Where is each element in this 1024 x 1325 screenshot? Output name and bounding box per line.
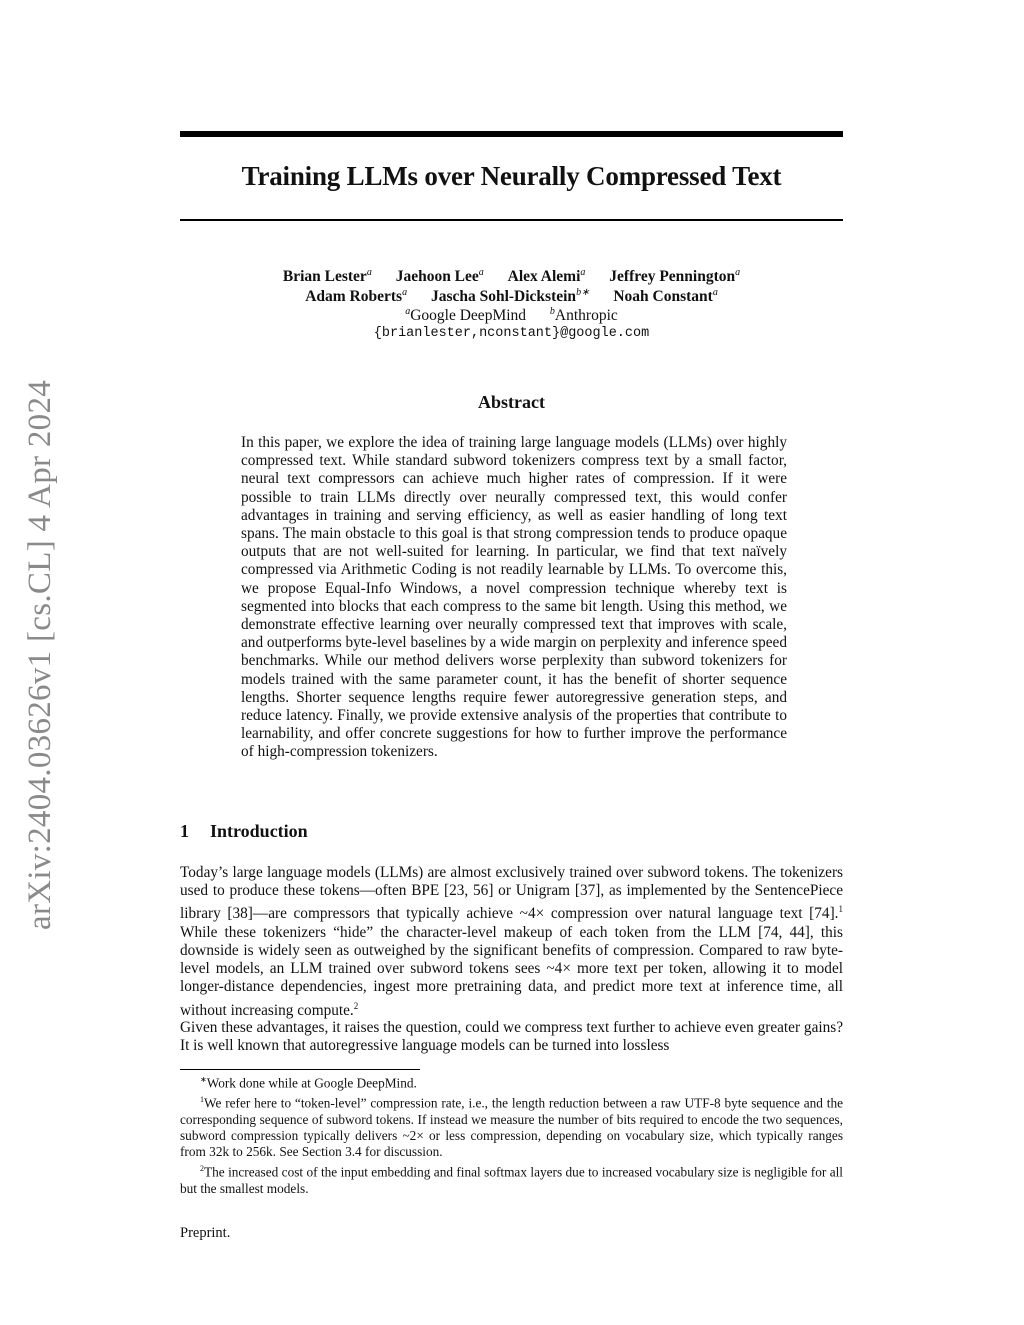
author: Jaehoon Lee$^a$ (395, 267, 484, 286)
footnote: $^1$We refer here to “token-level” compression rate, i.e., the length reduction between a raw UTF-8 byte sequence and the corresponding sequence of subword tokens. If instead we measure the number of bits required to encode the two sequences, subword compression typically delivers ~2× or less compression, depending on vocabulary size, which typically ranges from 32k to 256k. See Section 3.4 for discussion. (180, 1094, 843, 1160)
affiliations (180, 306, 843, 325)
arxiv-side-label: arXiv:2404.03626v1 [cs.CL] 4 Apr 2024 (22, 379, 58, 930)
authors-row-2 (180, 287, 843, 306)
affiliation: $^b$Anthropic (549, 306, 618, 325)
title-bottom-rule (180, 219, 843, 221)
section-number: 1 (180, 821, 189, 841)
author: Jeffrey Pennington$^a$ (609, 267, 741, 286)
author: Alex Alemi$^a$ (507, 267, 586, 286)
abstract-text: In this paper, we explore the idea of training large language models (LLMs) over highly compressed text. While standard subword tokenizers compress text by a small factor, neural text compressors can achieve much higher rates of compression. If it were possible to train LLMs directly over neurally compressed text, this would confer advantages in training and serving efficiency, as well as easier handling of long text spans. The main obstacle to this goal is that strong compression tends to produce opaque outputs that are not well-suited for learning. In particular, we find that text naïvely compressed via Arithmetic Coding is not readily learnable by LLMs. To overcome this, we propose Equal-Info Windows, a novel compression technique whereby text is segmented into blocks that each compress to the same bit length. Using this method, we demonstrate effective learning over neurally compressed text that improves with scale, and outperforms byte-level baselines by a wide margin on perplexity and inference speed benchmarks. While our method delivers worse perplexity than subword tokenizers for models trained with the same parameter count, it has the benefit of shorter sequence lengths. Shorter sequence lengths require fewer autoregressive generation steps, and reduce latency. Finally, we provide extensive analysis of the properties that contribute to learnability, and offer concrete suggestions for how to further improve the performance of high-compression tokenizers. (241, 434, 787, 761)
abstract-heading: Abstract (478, 392, 545, 412)
author: Noah Constant$^a$ (613, 287, 718, 306)
footnote-ref: 2 (353, 1000, 359, 1011)
intro-paragraph-2: Given these advantages, it raises the question, could we compress text further to achieve even greater gains? It is well known that autoregressive language models can be turned into lossless (180, 1019, 843, 1055)
author: Brian Lester$^a$ (282, 267, 372, 286)
intro-paragraph-1: Today’s large language models (LLMs) are almost exclusively trained over subword tokens. The tokenizers used to produce these tokens—often BPE [23, 56] or Unigram [37], as implemented by the SentencePiece library [38]—are compressors that typically achieve ~4× compression over natural language text [74].$^1$ While these tokenizers “hide” the character-level makeup of each token from the LLM [74, 44], this downside is widely seen as outweighed by the significant benefits of compression. Compared to raw byte-level models, an LLM trained over subword tokens sees ~4× more text per token, allowing it to model longer-distance dependencies, ingest more pretraining data, and predict more text at inference time, all without increasing compute.$^2$ (180, 864, 843, 1019)
paper-title: Training LLMs over Neurally Compressed Text (241, 161, 782, 191)
footnote: $^2$The increased cost of the input embedding and final softmax layers due to increased vocabulary size is negligible for all but the smallest models. (180, 1163, 843, 1196)
footer-preprint: Preprint. (180, 1225, 231, 1241)
footnote-rule (180, 1069, 420, 1070)
affiliation: $^a$Google DeepMind (405, 306, 527, 325)
footnote-ref: 1 (838, 904, 843, 915)
section-heading (180, 821, 308, 842)
contact-email: {brianlester,nconstant}@google.com (373, 326, 650, 341)
authors-row-1 (180, 267, 843, 286)
author: Jascha Sohl-Dickstein$^{b∗}$ (430, 287, 590, 306)
section-title: Introduction (210, 821, 308, 841)
title-top-rule (180, 131, 843, 137)
footnotes (180, 1072, 843, 1197)
footnote: ∗Work done while at Google DeepMind. (200, 1075, 417, 1091)
author: Adam Roberts$^a$ (305, 287, 408, 306)
